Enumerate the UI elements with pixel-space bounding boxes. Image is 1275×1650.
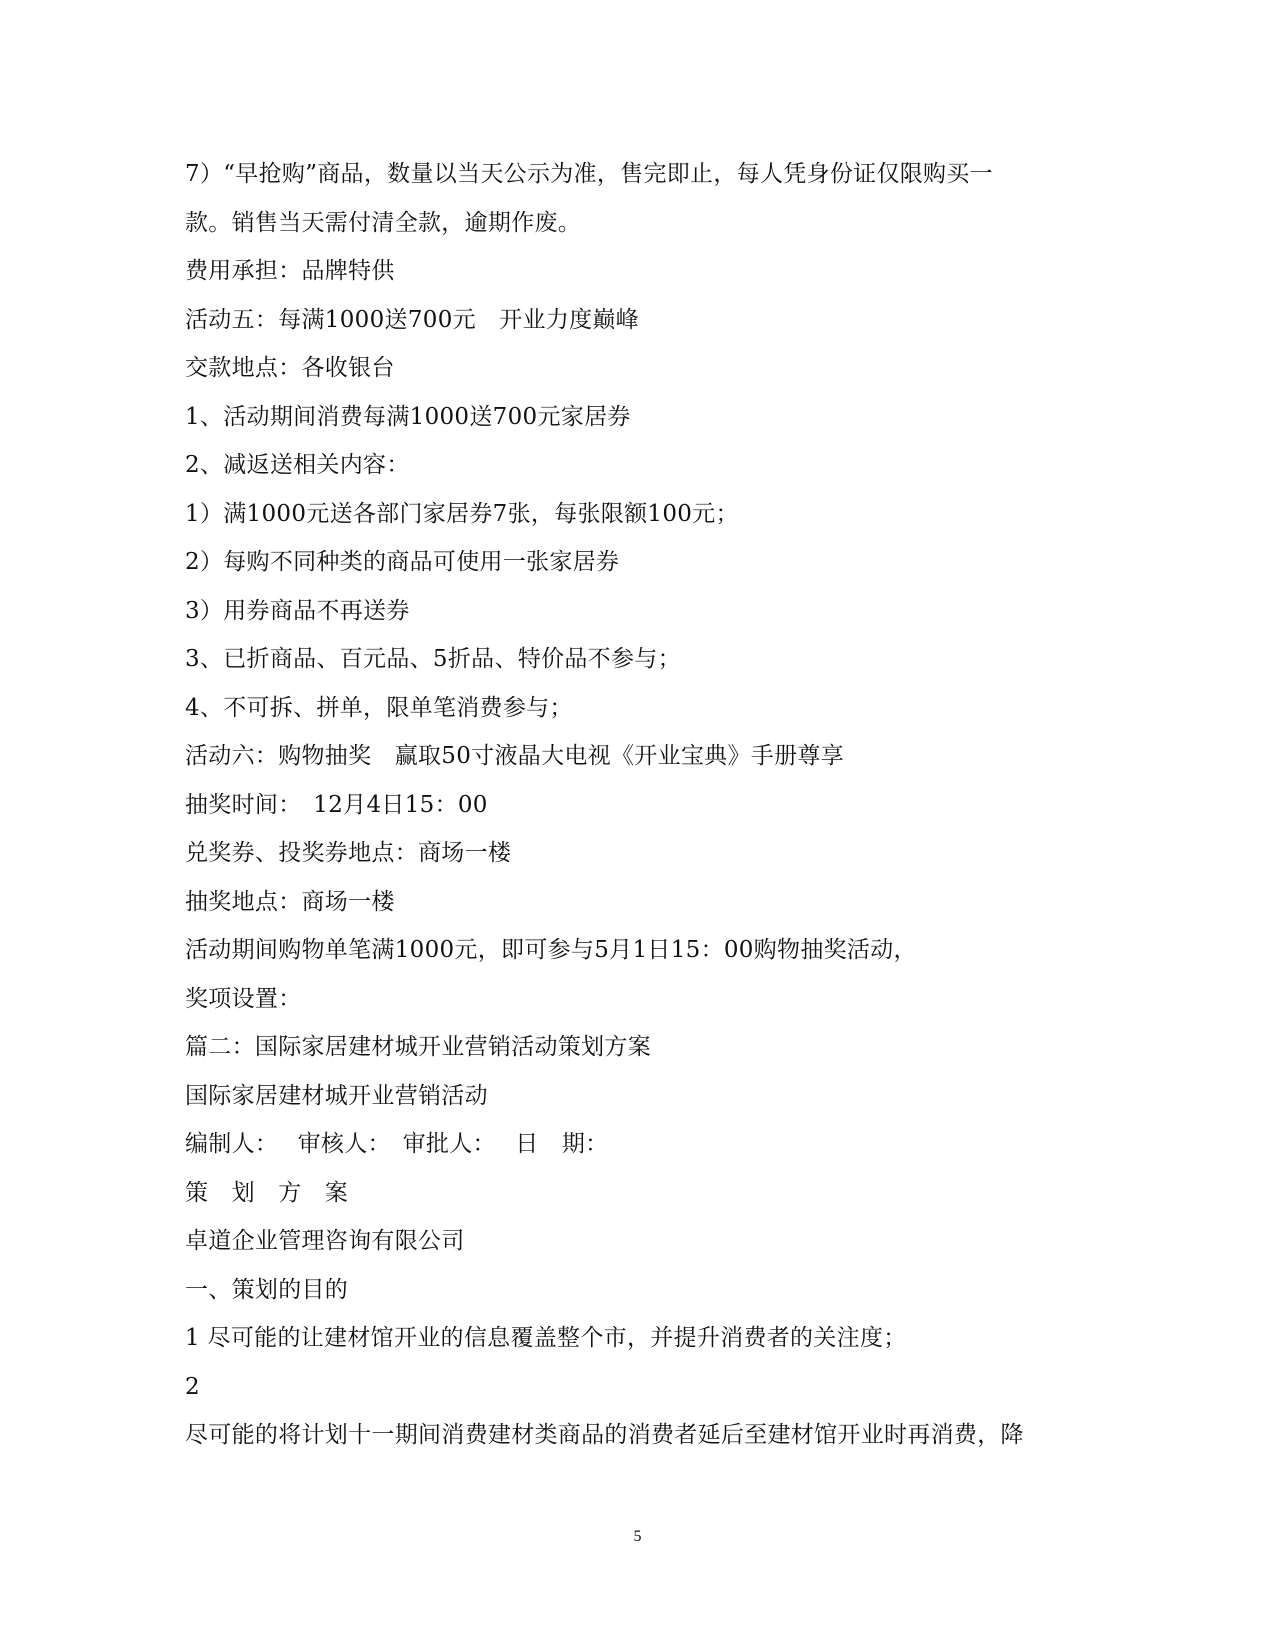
text-line: 1、活动期间消费每满1000送700元家居券 [185,403,631,430]
text-line: 3）用券商品不再送券 [185,597,410,624]
text-line: 抽奖地点：商场一楼 [185,888,395,915]
page-number: 5 [633,1528,642,1545]
text-line: 4、不可拆、拼单，限单笔消费参与； [185,694,573,721]
text-line: 款。销售当天需付清全款，逾期作废。 [185,209,582,236]
company-name: 卓道企业管理咨询有限公司 [185,1228,465,1254]
text-line: 抽奖时间： 12月4日15：00 [185,791,488,818]
section-heading: 篇二：国际家居建材城开业营销活动策划方案 [185,1034,651,1060]
document-body [185,150,1090,1460]
text-line: 2 [185,1373,200,1400]
text-line: 1）满1000元送各部门家居券7张，每张限额100元； [185,500,739,527]
text-line: 2）每购不同种类的商品可使用一张家居券 [185,549,620,575]
text-line: 活动五：每满1000送700元 开业力度巅峰 [185,306,640,333]
text-line: 3、已折商品、百元品、5折品、特价品不参与； [185,646,681,672]
text-line: 活动六：购物抽奖 赢取50寸液晶大电视《开业宝典》手册尊享 [185,743,844,769]
document-title: 国际家居建材城开业营销活动 [185,1082,488,1109]
sign-off-fields: 编制人： 审核人： 审批人： 日 期： [185,1131,609,1157]
text-line: 7）“早抢购”商品，数量以当天公示为准，售完即止，每人凭身份证仅限购买一 [185,161,993,187]
plan-heading: 策 划 方 案 [185,1179,349,1206]
text-line: 交款地点：各收银台 [185,355,395,381]
text-line: 费用承担：品牌特供 [185,258,395,284]
text-line: 2、减返送相关内容： [185,452,410,478]
text-line: 活动期间购物单笔满1000元，即可参与5月1日15：00购物抽奖活动， [185,937,917,963]
text-line: 1 尽可能的让建材馆开业的信息覆盖整个市，并提升消费者的关注度； [185,1325,907,1351]
section-heading: 一、策划的目的 [185,1276,349,1303]
text-line: 兑奖券、投奖券地点：商场一楼 [185,840,512,866]
text-line: 奖项设置： [185,985,302,1012]
text-line: 尽可能的将计划十一期间消费建材类商品的消费者延后至建材馆开业时再消费，降 [185,1422,1024,1448]
